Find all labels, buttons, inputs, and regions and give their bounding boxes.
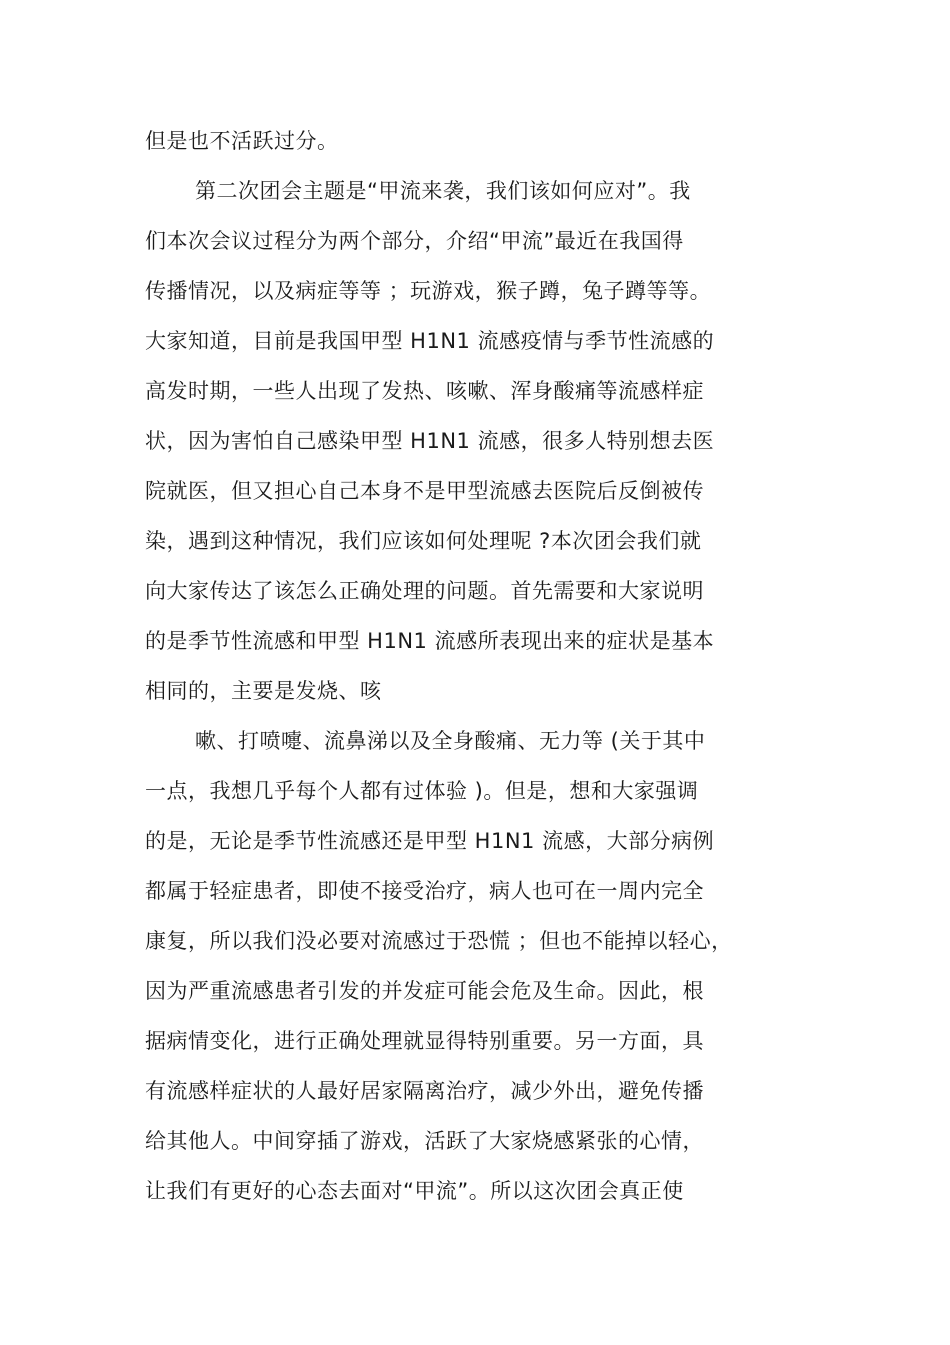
text-line: 因为严重流感患者引发的并发症可能会危及生命。因此，根 (145, 979, 704, 1003)
text-line: 的是季节性流感和甲型 H1N1 流感所表现出来的症状是基本 (145, 629, 715, 653)
text-line: 染，遇到这种情况，我们应该如何处理呢 ?本次团会我们就 (145, 529, 702, 553)
text-line: 有流感样症状的人最好居家隔离治疗，减少外出，避免传播 (145, 1079, 704, 1103)
text-line: 康复，所以我们没必要对流感过于恐慌 ；但也不能掉以轻心， (145, 929, 733, 953)
text-line: 相同的，主要是发烧、咳 (145, 679, 382, 703)
text-line: 都属于轻症患者，即使不接受治疗，病人也可在一周内完全 (145, 879, 704, 903)
text-line: 嗽、打喷嚏、流鼻涕以及全身酸痛、无力等 (关于其中 (195, 729, 706, 753)
text-line: 向大家传达了该怎么正确处理的问题。首先需要和大家说明 (145, 579, 704, 603)
text-line: 的是，无论是季节性流感还是甲型 H1N1 流感，大部分病例 (145, 829, 715, 853)
text-line: 但是也不活跃过分。 (145, 129, 339, 153)
text-line: 们本次会议过程分为两个部分，介绍“甲流”最近在我国得 (145, 229, 684, 253)
text-line: 给其他人。中间穿插了游戏，活跃了大家烧感紧张的心情， (145, 1129, 704, 1153)
text-line: 第二次团会主题是“甲流来袭，我们该如何应对”。我 (195, 179, 691, 203)
text-line: 院就医，但又担心自己本身不是甲型流感去医院后反倒被传 (145, 479, 704, 503)
text-line: 传播情况，以及病症等等 ；玩游戏，猴子蹲，兔子蹲等等。 (145, 279, 712, 303)
text-line: 一点，我想几乎每个人都有过体验 )。但是，想和大家强调 (145, 779, 699, 803)
text-line: 大家知道，目前是我国甲型 H1N1 流感疫情与季节性流感的 (145, 329, 715, 353)
text-line: 状，因为害怕自己感染甲型 H1N1 流感，很多人特别想去医 (145, 429, 715, 453)
text-line: 据病情变化，进行正确处理就显得特别重要。另一方面，具 (145, 1029, 704, 1053)
text-line: 高发时期，一些人出现了发热、咳嗽、浑身酸痛等流感样症 (145, 379, 704, 403)
text-line: 让我们有更好的心态去面对“甲流”。所以这次团会真正使 (145, 1179, 684, 1203)
